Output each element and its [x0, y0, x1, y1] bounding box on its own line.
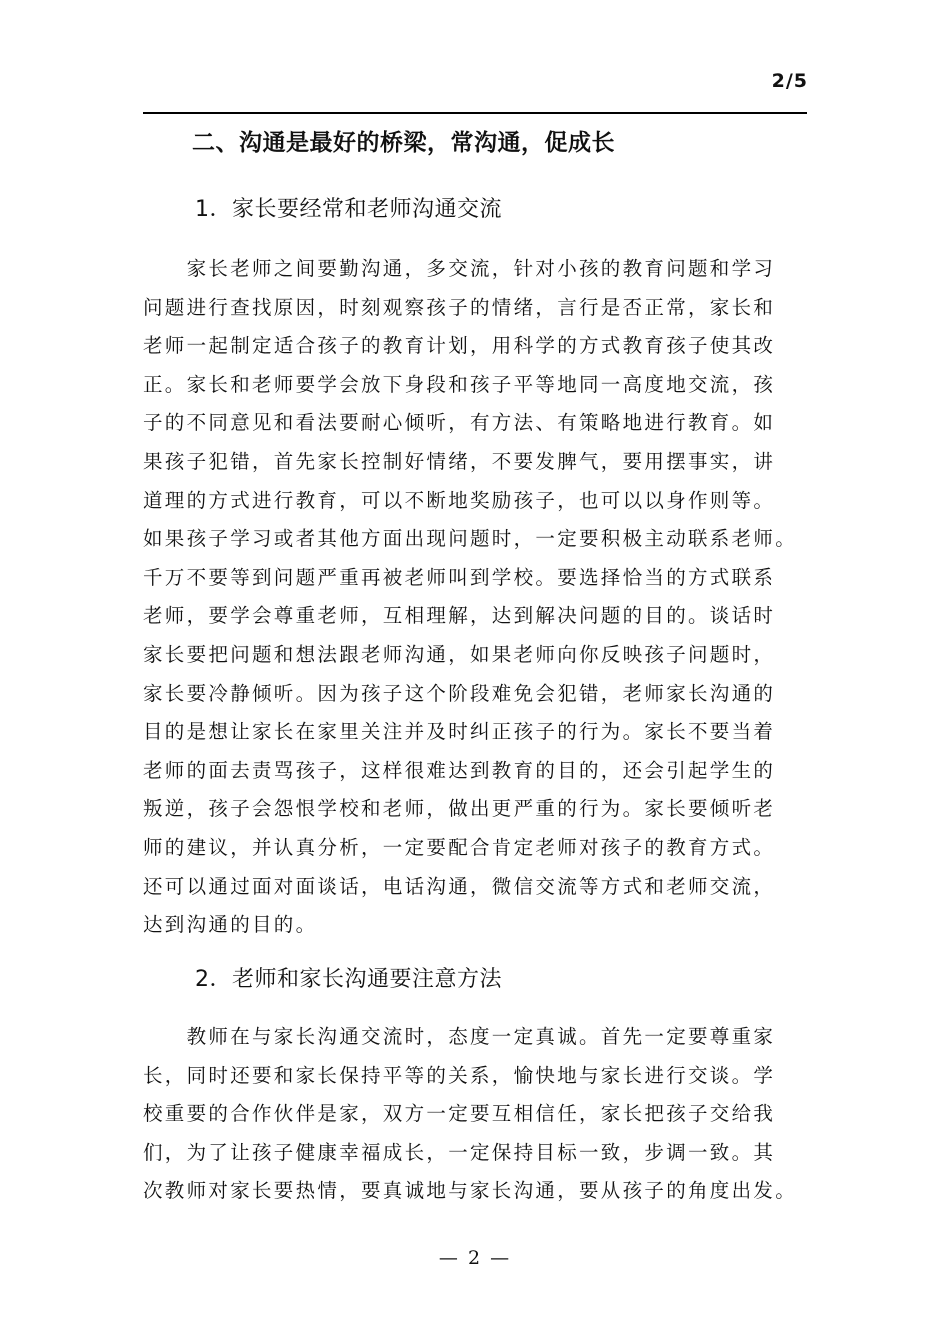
text-line: 果孩子犯错，首先家长控制好情绪，不要发脾气，要用摆事实，讲	[143, 449, 776, 473]
text-line: 老师，要学会尊重老师，互相理解，达到解决问题的目的。谈话时	[143, 604, 776, 628]
text-line: 家长老师之间要勤沟通，多交流，针对小孩的教育问题和学习	[143, 257, 776, 280]
text-line: 师的建议，并认真分析，一定要配合肯定老师对孩子的教育方式。	[143, 835, 776, 859]
text-line: 正。家长和老师要学会放下身段和孩子平等地同一高度地交流，孩	[143, 372, 776, 396]
text-line: 校重要的合作伙伴是家，双方一定要互相信任，家长把孩子交给我	[143, 1102, 776, 1126]
page-counter: 2/5	[771, 70, 808, 92]
header-rule	[143, 112, 807, 114]
subsection-heading-2: 2．老师和家长沟通要注意方法	[195, 967, 502, 992]
text-line: 达到沟通的目的。	[143, 913, 318, 937]
text-line: 还可以通过面对面谈话，电话沟通，微信交流等方式和老师交流，	[143, 874, 776, 898]
text-line: 家长要把问题和想法跟老师沟通，如果老师向你反映孩子问题时，	[143, 642, 776, 666]
text-line: 子的不同意见和看法要耐心倾听，有方法、有策略地进行教育。如	[143, 411, 776, 435]
text-line: 老师一起制定适合孩子的教育计划，用科学的方式教育孩子使其改	[143, 334, 776, 358]
text-line: 叛逆，孩子会怨恨学校和老师，做出更严重的行为。家长要倾听老	[143, 797, 776, 821]
text-line: 长，同时还要和家长保持平等的关系，愉快地与家长进行交谈。学	[143, 1063, 776, 1087]
text-line: 次教师对家长要热情，要真诚地与家长沟通，要从孩子的角度出发。	[143, 1179, 798, 1203]
text-line: 家长要冷静倾听。因为孩子这个阶段难免会犯错，老师家长沟通的	[143, 681, 776, 705]
subsection-heading-1: 1．家长要经常和老师沟通交流	[195, 197, 502, 222]
section-heading: 二、沟通是最好的桥梁，常沟通，促成长	[192, 130, 615, 156]
text-line: 们，为了让孩子健康幸福成长，一定保持目标一致，步调一致。其	[143, 1140, 776, 1164]
paragraph-2	[143, 1018, 843, 1211]
paragraph-1	[143, 250, 843, 945]
page-number: — 2 —	[438, 1247, 512, 1269]
text-line: 老师的面去责骂孩子，这样很难达到教育的目的，还会引起学生的	[143, 758, 776, 782]
text-line: 教师在与家长沟通交流时，态度一定真诚。首先一定要尊重家	[143, 1025, 776, 1048]
text-line: 道理的方式进行教育，可以不断地奖励孩子，也可以以身作则等。	[143, 488, 776, 512]
text-line: 目的是想让家长在家里关注并及时纠正孩子的行为。家长不要当着	[143, 720, 776, 744]
text-line: 如果孩子学习或者其他方面出现问题时，一定要积极主动联系老师。	[143, 527, 798, 551]
text-line: 千万不要等到问题严重再被老师叫到学校。要选择恰当的方式联系	[143, 565, 776, 589]
text-line: 问题进行查找原因，时刻观察孩子的情绪，言行是否正常，家长和	[143, 295, 776, 319]
